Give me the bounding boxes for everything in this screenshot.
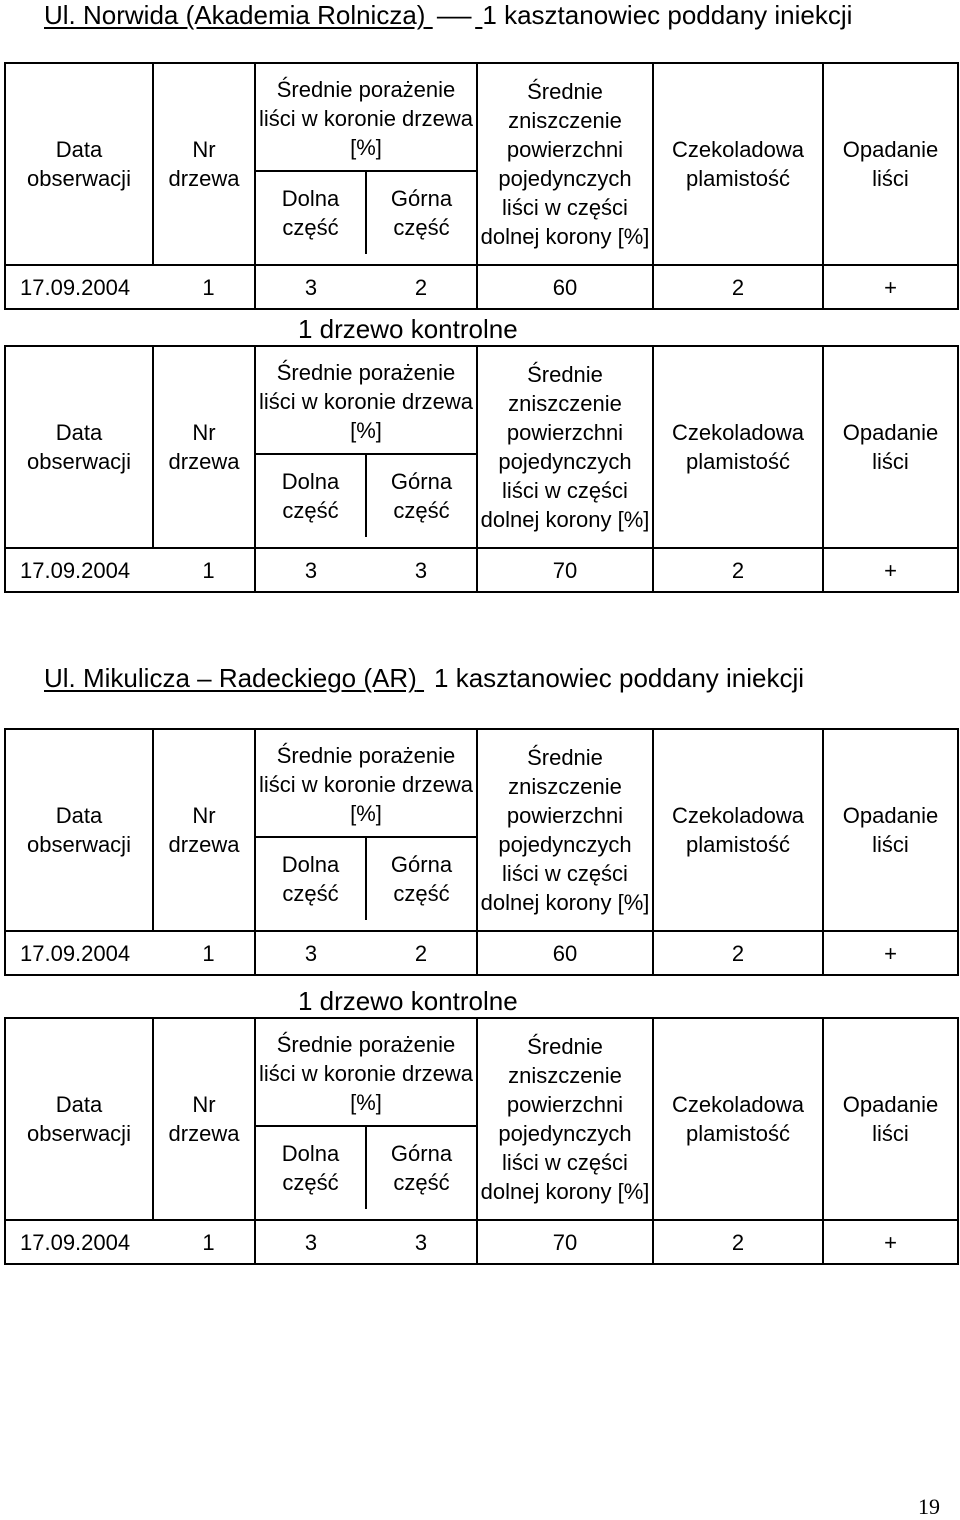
header-leaf-fall: Opadanie liści: [823, 729, 958, 931]
row-surface: 70: [477, 548, 653, 592]
row-surface: 60: [477, 931, 653, 975]
header-crown-damage-label: Średnie porażenie liści w koronie drzewa [%]: [256, 741, 476, 837]
row-tree-no: 1: [202, 940, 215, 966]
header-upper-part: Górna część: [366, 1126, 476, 1209]
row-date-and-tree: [5, 931, 255, 975]
header-date: Data obserwacji: [5, 729, 153, 931]
row-lower-upper: [255, 548, 477, 592]
row-date-and-tree: [5, 548, 255, 592]
header-lower-part: Dolna część: [281, 185, 340, 240]
row-spot: 2: [653, 1220, 823, 1264]
header-crown-damage-label: Średnie porażenie liści w koronie drzewa [%]: [256, 1030, 476, 1126]
header-leaf-surface: Średnie zniszczenie powierzchni pojedynczych liści w części dolnej korony [%]: [477, 729, 653, 931]
street-name: Ul. Mikulicza – Radeckiego (AR): [44, 663, 417, 693]
header-crown-damage-label: Średnie porażenie liści w koronie drzewa [%]: [256, 75, 476, 171]
header-leaf-surface: Średnie zniszczenie powierzchni pojedynczych liści w części dolnej korony [%]: [477, 346, 653, 548]
row-date: 17.09.2004: [20, 557, 131, 583]
table-row: [5, 1220, 958, 1264]
header-date: Data obserwacji: [5, 1018, 153, 1220]
row-tree-no: 1: [202, 274, 215, 300]
row-date-and-tree: [5, 1220, 255, 1264]
row-upper: 2: [414, 274, 428, 300]
observation-table-control-1: [4, 345, 959, 593]
header-leaf-surface: Średnie zniszczenie powierzchni pojedynczych liści w części dolnej korony [%]: [477, 63, 653, 265]
header-upper-part: Górna część: [366, 454, 476, 537]
dash: –: [436, 0, 472, 30]
header-tree-no: Nr drzewa: [153, 346, 255, 548]
row-upper: 3: [414, 557, 428, 583]
header-leaf-fall: Opadanie liści: [823, 63, 958, 265]
header-crown-damage: [255, 1018, 477, 1220]
observation-table-control-2: [4, 1017, 959, 1265]
section-heading-1: [44, 0, 852, 30]
row-date: 17.09.2004: [20, 1229, 131, 1255]
row-lower-upper: [255, 931, 477, 975]
row-fall: +: [823, 265, 958, 309]
row-lower-upper: [255, 1220, 477, 1264]
row-spot: 2: [653, 548, 823, 592]
control-label: 1 drzewo kontrolne: [298, 314, 518, 344]
street-name: Ul. Norwida (Akademia Rolnicza): [44, 0, 426, 30]
row-upper: 3: [414, 1229, 428, 1255]
row-upper: 2: [414, 940, 428, 966]
header-crown-damage: [255, 63, 477, 265]
observation-table-injected-1: [4, 62, 959, 310]
header-upper-part: Górna część: [366, 171, 476, 254]
row-date-and-tree: [5, 265, 255, 309]
row-spot: 2: [653, 931, 823, 975]
table-row: [5, 265, 958, 309]
row-lower: 3: [304, 274, 318, 300]
heading-rest: 1 kasztanowiec poddany iniekcji: [482, 0, 853, 30]
header-chocolate-spot: Czekoladowa plamistość: [653, 346, 823, 548]
section-heading-2: [44, 663, 804, 693]
header-tree-no: Nr drzewa: [153, 729, 255, 931]
header-leaf-fall: Opadanie liści: [823, 346, 958, 548]
header-crown-damage: [255, 729, 477, 931]
row-surface: 70: [477, 1220, 653, 1264]
header-chocolate-spot: Czekoladowa plamistość: [653, 729, 823, 931]
row-spot: 2: [653, 265, 823, 309]
row-fall: +: [823, 1220, 958, 1264]
control-label: 1 drzewo kontrolne: [298, 986, 518, 1016]
header-tree-no: Nr drzewa: [153, 63, 255, 265]
row-surface: 60: [477, 265, 653, 309]
header-lower-part: Dolna część: [281, 1140, 340, 1195]
row-tree-no: 1: [202, 1229, 215, 1255]
page-number: 19: [918, 1494, 940, 1519]
row-date: 17.09.2004: [20, 940, 131, 966]
row-fall: +: [823, 931, 958, 975]
row-tree-no: 1: [202, 557, 215, 583]
row-lower-upper: [255, 265, 477, 309]
header-date: Data obserwacji: [5, 63, 153, 265]
table-row: [5, 931, 958, 975]
row-fall: +: [823, 548, 958, 592]
header-leaf-fall: Opadanie liści: [823, 1018, 958, 1220]
row-lower: 3: [304, 1229, 318, 1255]
header-crown-damage-label: Średnie porażenie liści w koronie drzewa [%]: [256, 358, 476, 454]
header-leaf-surface: Średnie zniszczenie powierzchni pojedynczych liści w części dolnej korony [%]: [477, 1018, 653, 1220]
row-lower: 3: [304, 940, 318, 966]
header-date: Data obserwacji: [5, 346, 153, 548]
header-lower-part: Dolna część: [281, 468, 340, 523]
header-upper-part: Górna część: [366, 837, 476, 920]
observation-table-injected-2: [4, 728, 959, 976]
table-row: [5, 548, 958, 592]
header-chocolate-spot: Czekoladowa plamistość: [653, 63, 823, 265]
header-chocolate-spot: Czekoladowa plamistość: [653, 1018, 823, 1220]
row-date: 17.09.2004: [20, 274, 131, 300]
header-crown-damage: [255, 346, 477, 548]
header-tree-no: Nr drzewa: [153, 1018, 255, 1220]
header-lower-part: Dolna część: [281, 851, 340, 906]
heading-rest: 1 kasztanowiec poddany iniekcji: [434, 663, 805, 693]
row-lower: 3: [304, 557, 318, 583]
